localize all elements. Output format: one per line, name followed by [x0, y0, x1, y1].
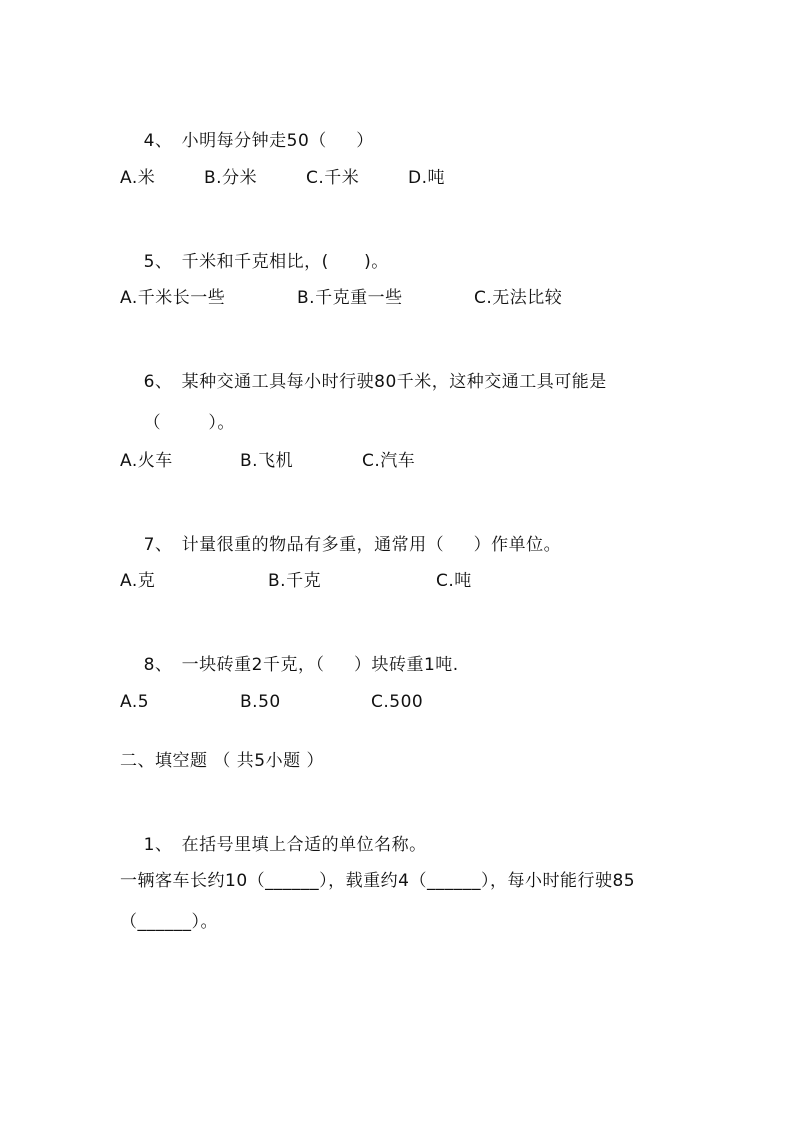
fill-question-1-body: 一辆客车长约10（______），载重约4（______），每小时能行驶85	[120, 871, 636, 891]
question-number: 8、	[143, 655, 173, 675]
question-text: 小明每分钟走50（ ）	[181, 131, 374, 151]
option-b: B.千克	[268, 571, 322, 591]
question-number: 5、	[143, 252, 173, 272]
question-8-options	[120, 690, 720, 714]
question-text-continued: （ ）。	[143, 413, 235, 433]
option-b: B.50	[240, 692, 281, 712]
question-number: 7、	[143, 535, 173, 555]
question-4-options	[120, 166, 720, 190]
fill-question-1-body-continued: （______）。	[120, 912, 218, 932]
question-number: 4、	[143, 131, 173, 151]
question-5-options	[120, 286, 720, 310]
section-heading: 二、填空题 （ 共5小题 ）	[120, 751, 325, 771]
option-a: A.克	[120, 571, 156, 591]
option-c: C.500	[371, 692, 424, 712]
option-b: B.分米	[204, 168, 258, 188]
question-number: 1、	[143, 835, 173, 855]
question-6-options	[120, 449, 720, 473]
option-a: A.火车	[120, 451, 173, 471]
option-c: C.吨	[436, 571, 472, 591]
option-a: A.千米长一些	[120, 288, 226, 308]
option-c: C.千米	[306, 168, 360, 188]
question-text: 千米和千克相比，( )。	[181, 252, 389, 272]
question-text: 计量很重的物品有多重，通常用（ ）作单位。	[181, 535, 562, 555]
option-d: D.吨	[408, 168, 445, 188]
option-a: A.米	[120, 168, 156, 188]
option-b: B.千克重一些	[297, 288, 403, 308]
question-7-options	[120, 569, 720, 593]
option-b: B.飞机	[240, 451, 294, 471]
question-text: 在括号里填上合适的单位名称。	[181, 835, 427, 855]
option-a: A.5	[120, 692, 150, 712]
question-number: 6、	[143, 372, 173, 392]
option-c: C.无法比较	[474, 288, 563, 308]
question-text: 一块砖重2千克，（ ）块砖重1吨.	[181, 655, 459, 675]
option-c: C.汽车	[362, 451, 416, 471]
question-text: 某种交通工具每小时行驶80千米，这种交通工具可能是	[181, 372, 607, 392]
